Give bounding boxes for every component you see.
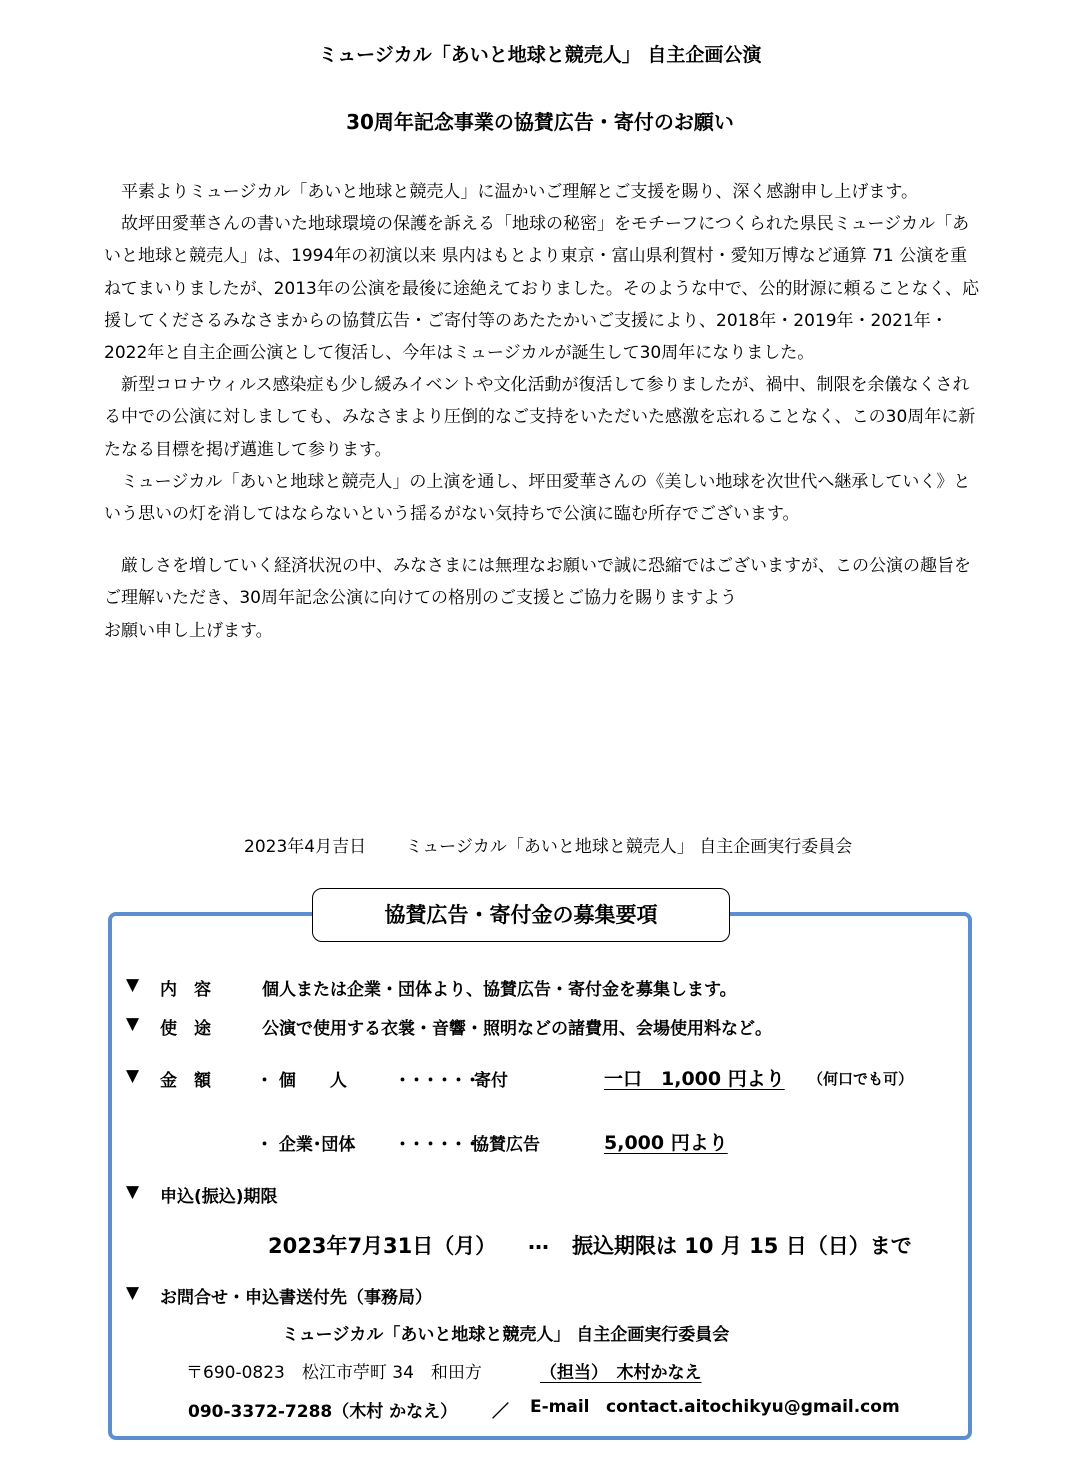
kingaku-label: 金 額: [160, 1071, 211, 1091]
email-address[interactable]: contact.aitochikyu@gmail.com: [606, 1397, 900, 1417]
email-label: E-mail: [530, 1397, 590, 1417]
contact-phone: 090-3372-7288（木村 かなえ）: [188, 1402, 458, 1422]
kojin-label: ・ 個 人: [256, 1071, 347, 1091]
kifu-label: 寄付: [474, 1071, 508, 1091]
signature-date: 2023年4月吉日: [244, 837, 367, 857]
contact-address: 〒690-0823 松江市苧町 34 和田方: [186, 1363, 482, 1383]
contact-label: お問合せ・申込書送付先（事務局）: [160, 1288, 432, 1308]
kifu-amount: 一口 1,000 円より: [604, 1068, 785, 1090]
shito-text: 公演で使用する衣裳・音響・照明などの諸費用、会場使用料など。: [262, 1019, 772, 1039]
marker-triangle-icon: ▼: [126, 1014, 140, 1034]
recruitment-box-title: 協賛広告・寄付金の募集要項: [312, 888, 730, 942]
kigyo-label: ・ 企業･団体: [256, 1135, 356, 1155]
kyosan-amount: 5,000 円より: [604, 1132, 728, 1154]
paragraph-request: 厳しさを増していく経済状況の中、みなさまには無理なお願いで誠に恐縮ではございますが、この公演の趣旨をご理解いただき、30周年記念公演に向けての格別のご支援とご協力を賜りますよう: [104, 556, 971, 609]
paragraph-history: 故坪田愛華さんの書いた地球環境の保護を訴える「地球の秘密」をモチーフにつくられた県民ミュージカル「あいと地球と競売人」は、1994年の初演以来 県内はもとより東京・富山県利賀村・愛知万博など通算 71 公演を重ねてまいりましたが、2013年の公演を最後に途絶えておりました。そのような中で、公的財源に頼ることなく、応援してくださるみなさまからの協賛広告・ご寄付等のあたたかいご支援により、2018年・2019年・2021年・2022年と自主企画公演として復活し、今年はミュージカルが誕生して30周年になりました。: [104, 214, 980, 364]
kigen-furikomi: 振込期限は 10 月 15 日（日）まで: [572, 1234, 912, 1258]
kifu-note: （何口でも可）: [808, 1070, 914, 1088]
signature-org: ミュージカル「あいと地球と競売人」 自主企画実行委員会: [405, 837, 853, 857]
document-title: ミュージカル「あいと地球と競売人」 自主企画公演: [318, 44, 762, 66]
kigen-label: 申込(振込)期限: [160, 1187, 278, 1207]
paragraph-covid: 新型コロナウィルス感染症も少し緩みイベントや文化活動が復活して参りましたが、禍中、制限を余儀なくされる中での公演に対しましても、みなさまより圧倒的なご支持をいただいた感激を忘れることなく、この30周年に新たなる目標を掲げ邁進して参ります。: [104, 375, 976, 460]
marker-triangle-icon: ▼: [126, 1182, 140, 1202]
contact-slash: ／: [492, 1402, 509, 1422]
marker-triangle-icon: ▼: [126, 1066, 140, 1086]
contact-person: （担当） 木村かなえ: [540, 1363, 702, 1383]
dots-leader: ・・・・・・: [394, 1135, 478, 1155]
marker-triangle-icon: ▼: [126, 975, 140, 995]
kigen-date: 2023年7月31日（月）: [268, 1234, 497, 1258]
paragraph-greeting: 平素よりミュージカル「あいと地球と競売人」に温かいご理解とご支援を賜り、深く感謝申し上げます。: [121, 182, 918, 202]
naiyou-text: 個人または企業・団体より、協賛広告・寄付金を募集します。: [262, 980, 737, 1000]
marker-triangle-icon: ▼: [126, 1283, 140, 1303]
paragraph-closing: お願い申し上げます。: [104, 620, 273, 641]
document-subtitle: 30周年記念事業の協賛広告・寄付のお願い: [346, 110, 734, 134]
signature-line: [244, 832, 852, 857]
dots-leader: ・・・・・・: [394, 1071, 478, 1091]
letter-body: [104, 176, 984, 647]
paragraph-mission: ミュージカル「あいと地球と競売人」の上演を通し、坪田愛華さんの《美しい地球を次世代へ継承していく》という思いの灯を消してはならないという揺るがない気持ちで公演に臨む所存でございます。: [104, 471, 971, 525]
kigen-separator: …: [528, 1230, 549, 1254]
naiyou-label: 内 容: [160, 980, 211, 1000]
shito-label: 使 途: [160, 1019, 211, 1039]
kyosan-label: 協賛広告: [472, 1135, 540, 1155]
contact-org: ミュージカル「あいと地球と競売人」 自主企画実行委員会: [282, 1325, 730, 1345]
